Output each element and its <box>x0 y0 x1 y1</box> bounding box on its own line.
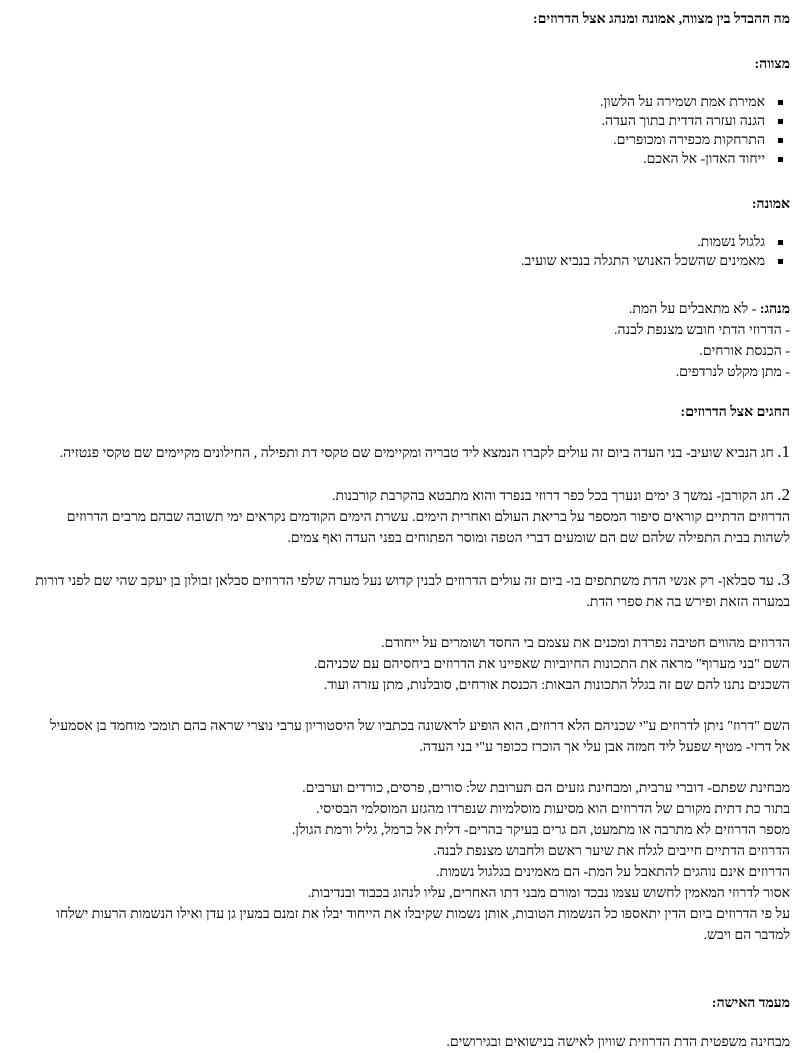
paragraph-facts <box>34 778 790 946</box>
paragraph-line: השכנים נתנו להם שם זה בגלל התכונות הבאות: הכנסת אורחים, סובלנות, מתן עזרה ועוד. <box>323 678 790 693</box>
paragraph-line: הדרוזים הדתיים חייבים לגלח את שיער ראשם ולחבוש מצנפת לבנה. <box>433 844 790 859</box>
mitzva-heading: מצווה: <box>754 57 790 72</box>
minhag-line: - מתן מקלט לנרדפים. <box>675 365 790 380</box>
woman-text: מבחינה משפטית הדת הדרוזית שוויון לאישה בנישואים ובגירושים. <box>446 1035 790 1050</box>
holiday-3-number: 3. <box>777 570 790 589</box>
paragraph-ben-maaruf <box>34 633 790 696</box>
list-item: גלגול נשמות. <box>34 233 765 252</box>
spacer <box>34 966 790 996</box>
holiday-3-text: עד סבלאן- רק אנשי הדת משתתפים בו- ביום זה עולים הדרוזים לבנין קדוש נעל מערה שלפי הדרוזים סבלאן זבולון בן יעקב שהי שם לפני דורות במערה הזאת ופירש בה את ספרי הדת. <box>35 574 790 610</box>
holiday-2-number: 2. <box>777 485 790 504</box>
emuna-list <box>34 233 790 271</box>
holiday-2 <box>34 484 790 549</box>
holiday-3 <box>34 569 790 613</box>
holiday-1-number: 1. <box>777 442 790 461</box>
minhag-section <box>34 299 790 383</box>
holiday-2-text: חג הקורבן- נמשך 3 ימים ונערך בכל כפר דרוזי בנפרד והוא מתבטא בהקרבת קורבנות. <box>331 489 778 504</box>
paragraph-line: השם "בני מערוף" מראה את התכונות החיוביות שאפיינו את הדרוזים ביחסיהם עם שכניהם. <box>313 657 790 672</box>
holiday-2-detail: הדרוזים הדתיים קוראים סיפור המספר על בריאת העולם ואחרית הימים. עשרת הימים הקודמים נקראים ימי תשובה שבהם מרבים הדרוזים לשהות בבית התפילה שלהם שם הם שומעים דברי הטפה ומוסר הפתוחים בפני העדה ואף צמים. <box>66 510 790 546</box>
list-item: התרחקות מכפירה ומכופרים. <box>34 131 765 150</box>
paragraph-line: בתור כת דתית מקורם של הדרוזים הוא מסיעות מוסלמיות שנפרדו מהגזע המוסלמי הבסיסי. <box>316 802 790 817</box>
list-item: ייחוד האדון- אל האכם. <box>34 150 765 169</box>
paragraph-line: אסור לדרוזי המאמין לחשוש עצמו נבכד ומורם מבני דתו האחרים, עליו לנהוג בכבוד ובנדיבות. <box>307 886 790 901</box>
minhag-first: - לא מתאבלים על המת. <box>628 302 760 317</box>
holiday-1 <box>34 441 790 464</box>
paragraph-druz-name: השם "דרוז" ניתן לדרוזים ע"י שכניהם הלא דרוזים, הוא הופיע לראשונה בכתביו של היסטוריון ערבי נוצרי שראה בהם תומכי מוחמד בן אסמעיל אל דרזי- מטיף שפעל ליד חמזה אבן עלי אך הוכרז ככופר ע"י בני העדה. <box>50 719 790 755</box>
list-item: אמירת אמת ושמירה על הלשון. <box>34 93 765 112</box>
holidays-heading: החגים אצל הדרוזים: <box>680 405 790 420</box>
woman-heading: מעמד האישה: <box>711 996 790 1011</box>
list-item: מאמינים שהשכל האנושי התגלה בנביא שועיב. <box>34 252 765 271</box>
emuna-heading: אמונה: <box>751 197 790 212</box>
minhag-line: - הכנסת אורחים. <box>699 344 790 359</box>
page-title: מה ההבדל בין מצווה, אמונה ומנהג אצל הדרוזים: <box>533 12 790 27</box>
mitzva-list <box>34 93 790 169</box>
paragraph-line: הדרוזים אינם נוהגים להתאבל על המת- הם מאמינים בגלגול נשמות. <box>436 865 790 880</box>
paragraph-line: מספר הדרוזים לא מתרבה או מתמעט, הם גרים בעיקר בהרים- דלית אל כרמל, גליל ורמת הגולן. <box>291 823 790 838</box>
paragraph-line: על פי הדרוזים ביום הדין יתאספו כל הנשמות הטובות, אותן נשמות שקיבלו את הייחוד יבלו את זמנם במעין גן עדן ואילו הנשמות הרעות ישלחו למדבר הם ויבש. <box>56 907 790 943</box>
holiday-2-line <box>34 484 790 507</box>
minhag-first-line <box>34 299 790 320</box>
holiday-1-text: חג הנביא שועיב- בני העדה ביום זה עולים לקברו הנמצא ליד טבריה ומקיימים שם טקסי דת ותפילה , החילונים מקיימים שם טקסי פנטזיה. <box>59 446 778 461</box>
minhag-line: - הדרוזי הדתי חובש מצנפת לבנה. <box>614 323 790 338</box>
paragraph-line: מבחינת שפתם- דוברי ערבית, ומבחינת גזעים הם תערובת של: סורים, פרסים, כורדים וערבים. <box>302 781 790 796</box>
list-item: הגנה ועזרה הדדית בתוך העדה. <box>34 112 765 131</box>
minhag-label: מנהג: <box>759 302 790 317</box>
paragraph-line: הדרוזים מהווים חטיבה נפרדת ומכנים את עצמם בי החסד ושומרים על ייחודם. <box>381 636 790 651</box>
